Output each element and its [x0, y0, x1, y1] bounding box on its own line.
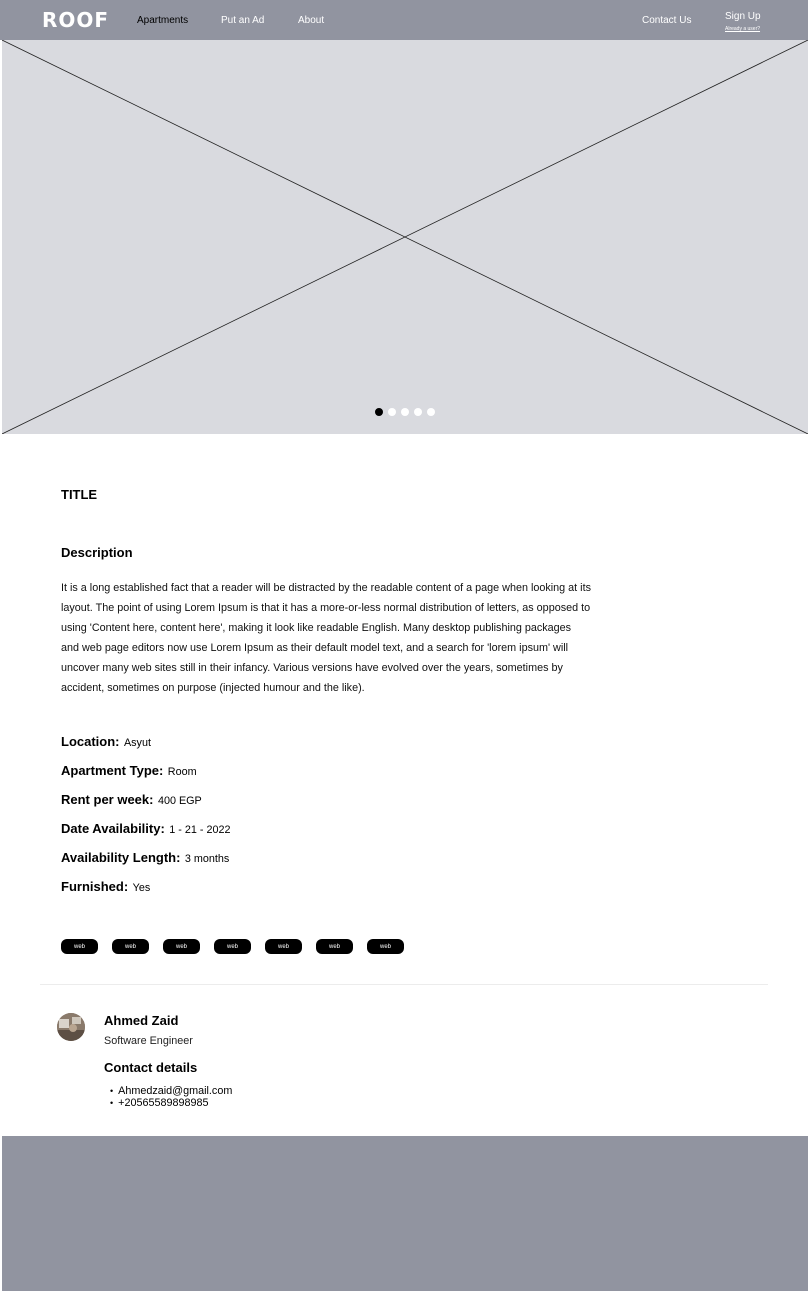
tag-chip[interactable]: web [316, 939, 353, 954]
detail-value: Yes [132, 882, 151, 894]
owner-job: Software Engineer [104, 1035, 193, 1047]
detail-value: Asyut [123, 737, 151, 749]
section-divider [40, 984, 768, 985]
carousel-dot-2[interactable] [388, 408, 396, 416]
detail-label: Date Availability: [61, 821, 165, 836]
detail-location [61, 733, 230, 762]
carousel-dot-1[interactable] [375, 408, 383, 416]
detail-label: Furnished: [61, 879, 129, 894]
detail-apartment-type [61, 762, 230, 791]
detail-value: Room [167, 766, 197, 778]
nav-put-an-ad[interactable]: Put an Ad [221, 15, 265, 26]
tag-list [61, 939, 404, 954]
detail-label: Location: [61, 734, 120, 749]
description-heading: Description [61, 545, 133, 560]
carousel-dots [375, 408, 435, 416]
logo[interactable]: ROOF [42, 8, 110, 32]
tag-chip[interactable]: web [163, 939, 200, 954]
description-text: It is a long established fact that a reader will be distracted by the readable content of a page when looking at its layout. The point of using Lorem Ipsum is that it has a more-or-less normal distribution of letters, as opposed to using 'Content here, content here', making it look like readable English. Many desktop publishing packages and web page editors now use Lorem Ipsum as their default model text, and a search for 'lorem ipsum' will uncover many web sites still in their infancy. Various versions have evolved over the years, sometimes by accident, sometimes on purpose (injected humour and the like). [61, 582, 591, 694]
detail-date-availability [61, 820, 230, 849]
footer [2, 1136, 808, 1291]
detail-value: 1 - 21 - 2022 [169, 824, 231, 836]
tag-chip[interactable]: web [265, 939, 302, 954]
listing-title: TITLE [61, 487, 98, 502]
tag-chip[interactable]: web [214, 939, 251, 954]
image-placeholder-icon [2, 40, 808, 434]
sign-up-link[interactable]: Sign Up [725, 11, 761, 22]
avatar[interactable] [57, 1013, 85, 1041]
carousel-dot-5[interactable] [427, 408, 435, 416]
detail-label: Availability Length: [61, 850, 181, 865]
detail-value: 3 months [184, 853, 230, 865]
tag-chip[interactable]: web [61, 939, 98, 954]
tag-chip[interactable]: web [367, 939, 404, 954]
hero-image-placeholder [2, 40, 808, 434]
detail-rent [61, 791, 230, 820]
nav-apartments[interactable]: Apartments [137, 15, 189, 26]
contact-list [110, 1085, 232, 1109]
detail-label: Rent per week: [61, 792, 154, 807]
contact-details-heading: Contact details [104, 1060, 198, 1075]
top-navbar [0, 0, 808, 40]
contact-phone[interactable]: • +20565589898985 [110, 1097, 232, 1109]
user-photo-icon [57, 1013, 85, 1041]
owner-name: Ahmed Zaid [104, 1013, 179, 1028]
listing-details [61, 733, 230, 907]
detail-label: Apartment Type: [61, 763, 164, 778]
detail-value: 400 EGP [157, 795, 202, 807]
already-user-link[interactable]: Already a user? [725, 26, 761, 32]
carousel-dot-4[interactable] [414, 408, 422, 416]
nav-about[interactable]: About [298, 15, 325, 26]
carousel-dot-3[interactable] [401, 408, 409, 416]
detail-furnished [61, 878, 230, 907]
tag-chip[interactable]: web [112, 939, 149, 954]
nav-contact-us[interactable]: Contact Us [642, 15, 692, 26]
detail-availability-length [61, 849, 230, 878]
contact-email[interactable]: • Ahmedzaid@gmail.com [110, 1085, 232, 1097]
